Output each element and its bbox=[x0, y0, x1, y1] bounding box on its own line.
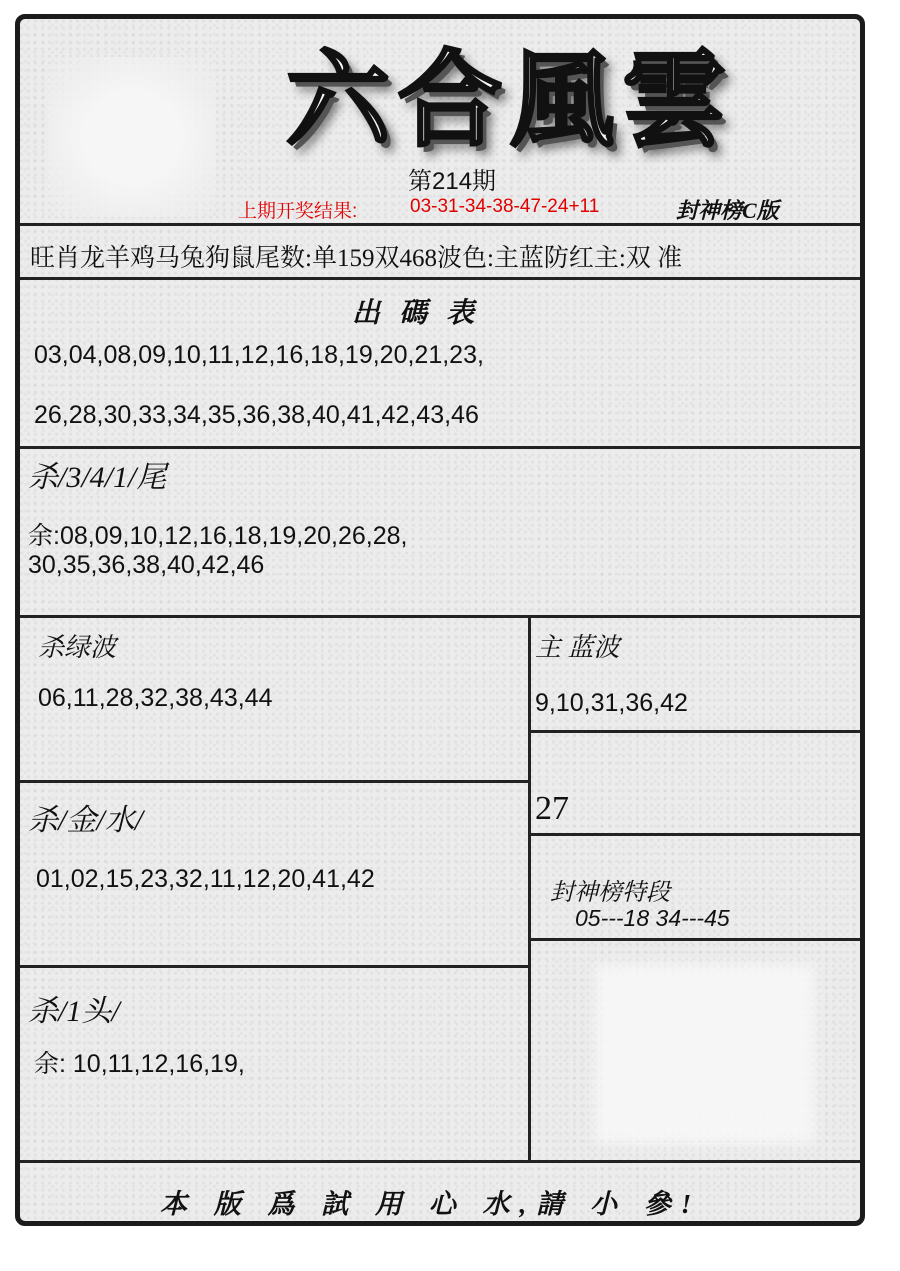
divider-main-blue bbox=[531, 730, 865, 733]
main-blue-heading: 主 蓝波 bbox=[535, 633, 620, 662]
divider-kill-green bbox=[20, 780, 531, 783]
lottery-sheet bbox=[15, 14, 865, 1226]
fengshen-numbers: 05---18 34---45 bbox=[575, 905, 730, 931]
kill-tail-heading: 杀/3/4/1/尾 bbox=[28, 461, 167, 494]
chu-ma-heading: 出 碼 表 bbox=[352, 298, 481, 329]
last-result-label: 上期开奖结果: bbox=[238, 201, 358, 222]
divider-chu-ma bbox=[20, 446, 865, 449]
info-line: 旺肖龙羊鸡马兔狗鼠尾数:单159双468波色:主蓝防红主:双 准 bbox=[30, 245, 683, 272]
kill-head-heading: 杀/1头/ bbox=[28, 995, 120, 1028]
kill-metal-water-numbers: 01,02,15,23,32,11,12,20,41,42 bbox=[36, 865, 375, 893]
kill-head-numbers: 余: 10,11,12,16,19, bbox=[34, 1050, 245, 1078]
kill-tail-line-1: 余:08,09,10,12,16,18,19,20,26,28, bbox=[28, 522, 408, 550]
divider-special bbox=[531, 833, 865, 836]
footer-note: 本 版 爲 試 用 心 水,請 小 參! bbox=[160, 1189, 702, 1219]
divider-info bbox=[20, 277, 865, 280]
last-result-value: 03-31-34-38-47-24+11 bbox=[410, 196, 600, 217]
kill-green-numbers: 06,11,28,32,38,43,44 bbox=[38, 684, 273, 712]
kill-metal-water-heading: 杀/金/水/ bbox=[28, 804, 144, 837]
blurred-logo bbox=[48, 57, 216, 217]
divider-kill-metal-water bbox=[20, 965, 531, 968]
edition-label: 封神榜C版 bbox=[676, 198, 779, 223]
issue-number: 第214期 bbox=[408, 168, 497, 195]
kill-green-heading: 杀绿波 bbox=[38, 633, 117, 662]
divider-footer bbox=[20, 1160, 865, 1163]
divider-vertical bbox=[528, 615, 531, 1160]
divider-header bbox=[20, 223, 865, 226]
chu-ma-line-1: 03,04,08,09,10,11,12,16,18,19,20,21,23, bbox=[34, 341, 484, 369]
divider-kill-tail bbox=[20, 615, 865, 618]
special-number: 27 bbox=[535, 790, 569, 827]
masthead-title: 六合風雲 bbox=[285, 38, 734, 161]
main-blue-numbers: 9,10,31,36,42 bbox=[535, 689, 688, 717]
fengshen-heading: 封神榜特段 bbox=[550, 880, 670, 906]
kill-tail-line-2: 30,35,36,38,40,42,46 bbox=[28, 551, 265, 579]
chu-ma-line-2: 26,28,30,33,34,35,36,38,40,41,42,43,46 bbox=[34, 401, 479, 429]
divider-fengshen bbox=[531, 938, 865, 941]
blurred-image-area bbox=[595, 964, 815, 1144]
